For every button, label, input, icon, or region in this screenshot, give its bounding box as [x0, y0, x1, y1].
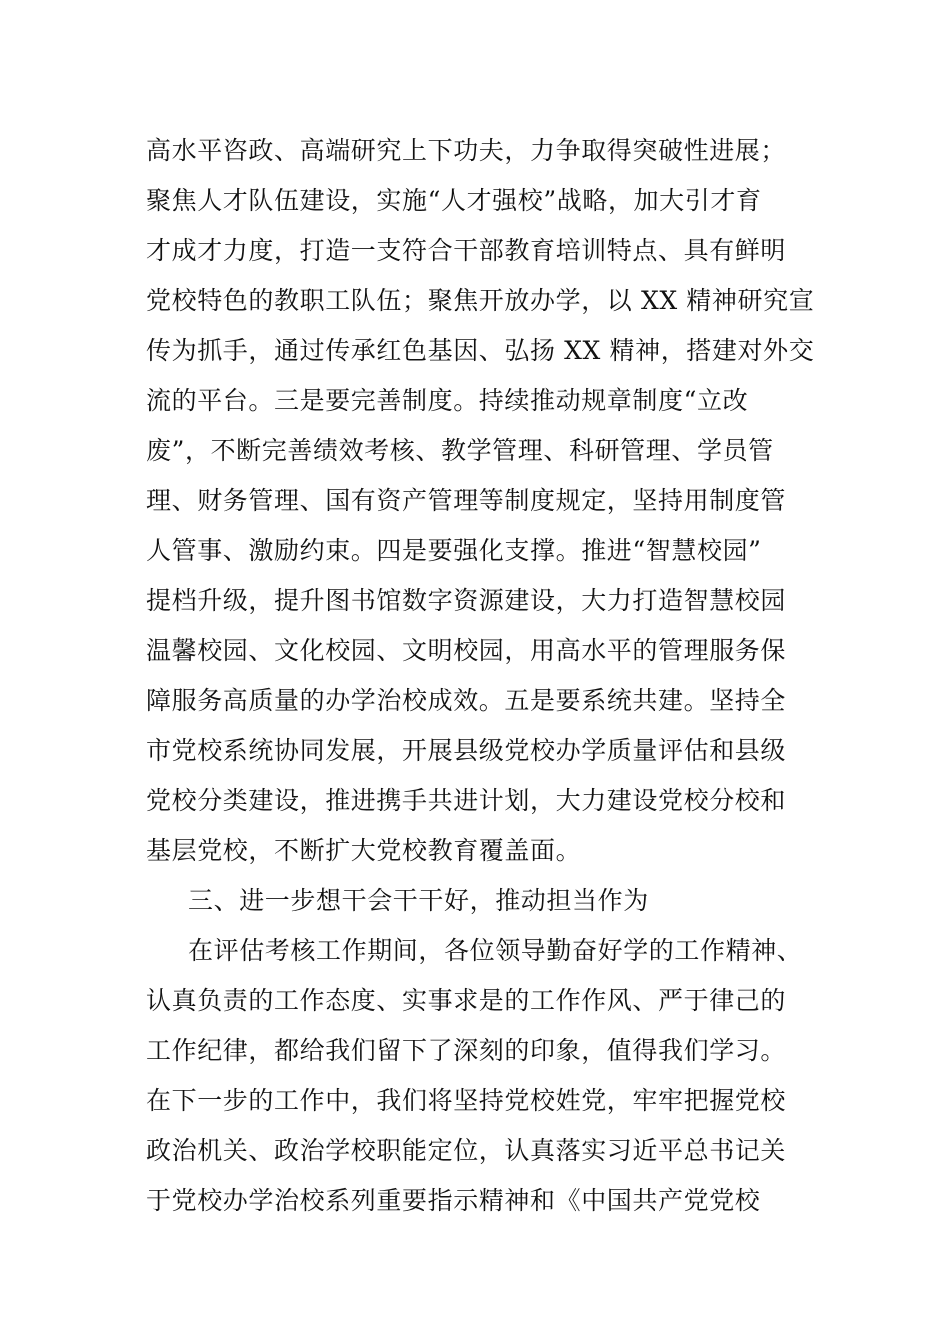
text-line: 传为抓手，通过传承红色基因、弘扬 XX 精神，搭建对外交: [146, 336, 815, 365]
text-line: 认真负责的工作态度、实事求是的工作作风、严于律己的: [146, 986, 787, 1015]
text-line: 才成才力度，打造一支符合干部教育培训特点、具有鲜明: [146, 236, 787, 265]
text-line: 高水平咨政、高端研究上下功夫，力争取得突破性进展；: [146, 136, 787, 165]
text-line: 党校分类建设，推进携手共进计划，大力建设党校分校和: [146, 786, 787, 815]
text-line: 基层党校，不断扩大党校教育覆盖面。: [146, 836, 582, 865]
text-line: 党校特色的教职工队伍；聚焦开放办学，以 XX 精神研究宣: [146, 286, 815, 315]
text-line: 工作纪律，都给我们留下了深刻的印象，值得我们学习。: [146, 1036, 787, 1065]
text-line: 障服务高质量的办学治校成效。五是要系统共建。坚持全: [146, 686, 787, 715]
text-line: 在下一步的工作中，我们将坚持党校姓党，牢牢把握党校: [146, 1086, 787, 1115]
section-heading: 三、进一步想干会干干好，推动担当作为: [188, 886, 649, 915]
text-line: 理、财务管理、国有资产管理等制度规定，坚持用制度管: [146, 486, 787, 515]
text-line: 人管事、激励约束。四是要强化支撑。推进“智慧校园”: [146, 536, 762, 565]
text-line: 市党校系统协同发展，开展县级党校办学质量评估和县级: [146, 736, 787, 765]
text-line: 政治机关、政治学校职能定位，认真落实习近平总书记关: [146, 1136, 787, 1165]
text-line: 于党校办学治校系列重要指示精神和《中国共产党党校: [146, 1186, 761, 1215]
text-line: 温馨校园、文化校园、文明校园，用高水平的管理服务保: [146, 636, 787, 665]
body-text: [146, 126, 826, 1226]
text-line: 聚焦人才队伍建设，实施“人才强校”战略，加大引才育: [146, 186, 762, 215]
text-line: 提档升级，提升图书馆数字资源建设，大力打造智慧校园: [146, 586, 787, 615]
text-line: 在评估考核工作期间，各位领导勤奋好学的工作精神、: [188, 936, 803, 965]
text-line: 废”，不断完善绩效考核、教学管理、科研管理、学员管: [146, 436, 774, 465]
text-line: 流的平台。三是要完善制度。持续推动规章制度“立改: [146, 386, 749, 415]
